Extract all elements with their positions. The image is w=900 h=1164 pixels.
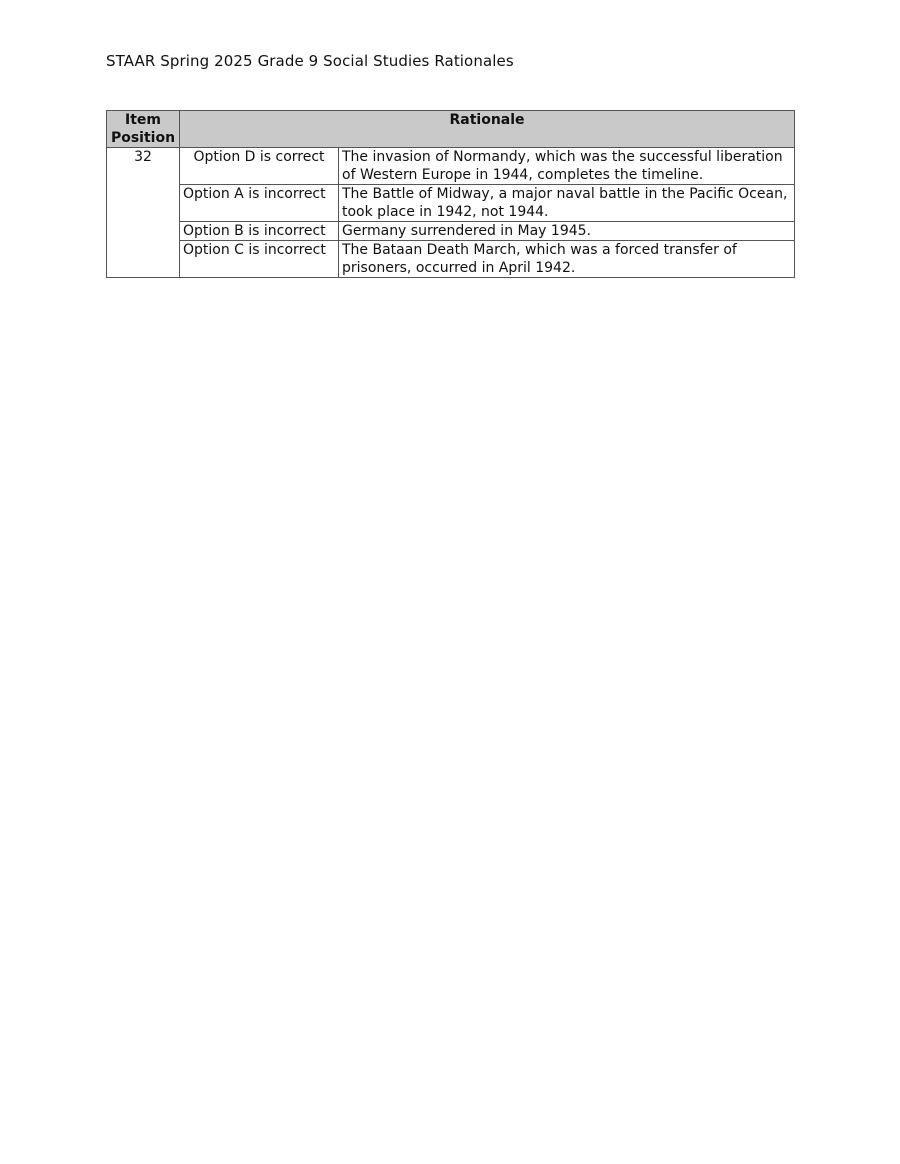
option-label: Option A is incorrect xyxy=(180,185,339,222)
table-row xyxy=(107,148,795,185)
rationale-text: The invasion of Normandy, which was the successful liberation of Western Europe in 1944, completes the timeline. xyxy=(339,148,795,185)
item-position-cell: 32 xyxy=(107,148,180,278)
option-label: Option C is incorrect xyxy=(180,241,339,278)
rationale-text: Germany surrendered in May 1945. xyxy=(339,222,795,241)
table-row xyxy=(107,185,795,222)
table-row xyxy=(107,241,795,278)
rationale-text: The Battle of Midway, a major naval battle in the Pacific Ocean, took place in 1942, not 1944. xyxy=(339,185,795,222)
rationale-table xyxy=(106,110,795,278)
table-row xyxy=(107,222,795,241)
page-header: STAAR Spring 2025 Grade 9 Social Studies Rationales xyxy=(106,52,514,70)
table-header-row xyxy=(107,111,795,148)
option-label: Option D is correct xyxy=(180,148,339,185)
option-label: Option B is incorrect xyxy=(180,222,339,241)
item-position-header: Item Position xyxy=(107,111,180,148)
rationale-text: The Bataan Death March, which was a forced transfer of prisoners, occurred in April 1942. xyxy=(339,241,795,278)
rationale-header: Rationale xyxy=(180,111,795,148)
